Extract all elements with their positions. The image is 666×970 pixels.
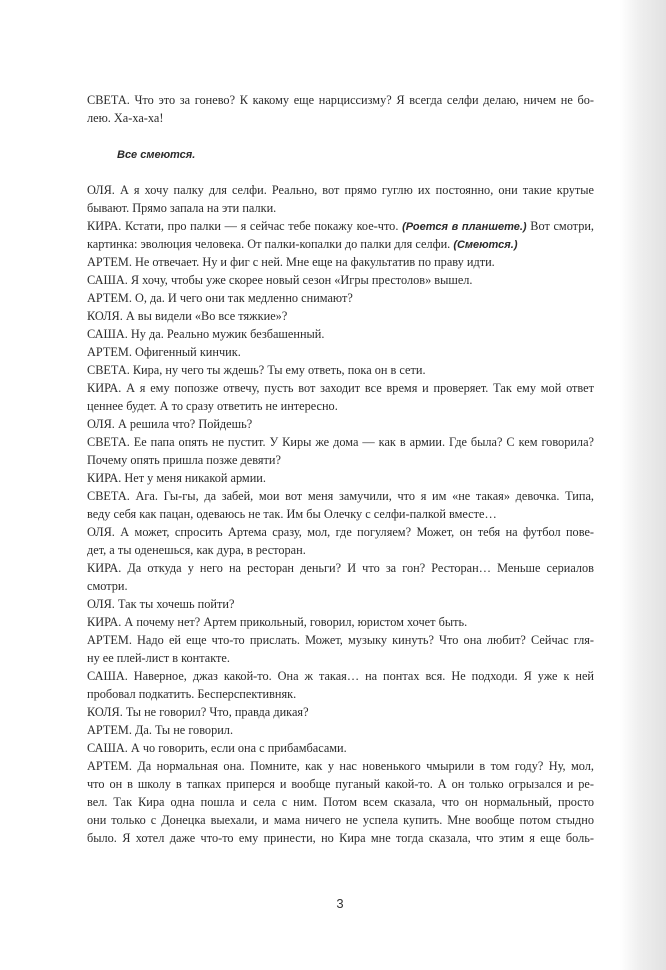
text-line: КИРА. Нет у меня никакой армии. — [87, 471, 266, 485]
text-line: смотри. — [87, 579, 128, 593]
dialogue-segment: Вот смотри, — [530, 219, 595, 233]
text-line: ценнее будет. А то сразу ответить не интересно. — [87, 399, 338, 413]
text-line: КИРА. А почему нет? Артем прикольный, говорил, юристом хочет быть. — [87, 615, 468, 629]
stage-direction: (Роется в планшете.) — [402, 221, 527, 233]
page-edge-shadow — [620, 0, 666, 970]
stage-direction: Все смеются. — [117, 149, 196, 161]
text-line: СВЕТА. Кира, ну чего ты ждешь? Ты ему ответь, пока он в сети. — [87, 363, 426, 377]
text-line: АРТЕМ. Офигенный кинчик. — [87, 345, 241, 359]
text-line: КИРА. А я ему попозже отвечу, пусть вот заходит все время и проверяет. Так ему мой ответ — [87, 381, 594, 395]
text-line: вел. Так Кира одна пошла и села с ним. Потом всем сказала, что он нормальный, просто — [87, 795, 594, 809]
text-line: КОЛЯ. Ты не говорил? Что, правда дикая? — [87, 705, 309, 719]
text-line: АРТЕМ. О, да. И чего они так медленно снимают? — [87, 291, 353, 305]
text-line: КОЛЯ. А вы видели «Во все тяжкие»? — [87, 309, 288, 323]
stage-direction: (Смеются.) — [453, 239, 518, 251]
text-line: лею. Ха-ха-ха! — [87, 111, 164, 125]
text-line: ОЛЯ. А может, спросить Артема сразу, мол, где погуляем? Может, он тебя на футбол пове- — [87, 525, 594, 539]
text-line: дет, а ты оденешься, как дура, в ресторан. — [87, 543, 306, 557]
text-line: АРТЕМ. Надо ей еще что-то прислать. Может, музыку кинуть? Что она любит? Сейчас гля- — [87, 633, 594, 647]
text-line — [87, 217, 594, 235]
text-line: ОЛЯ. А я хочу палку для селфи. Реально, вот прямо гуглю их постоянно, они такие крутые — [87, 183, 594, 197]
text-line: веду себя как пацан, одеваюсь не так. Им бы Олечку с селфи-палкой вместе… — [87, 507, 497, 521]
text-line: САША. Я хочу, чтобы уже скорее новый сезон «Игры престолов» вышел. — [87, 273, 473, 287]
text-line: КИРА. Да откуда у него на ресторан деньги? И что за гон? Ресторан… Меньше сериалов — [87, 561, 594, 575]
text-line: было. Я хотел даже что-то ему принести, но Кира мне тогда сказала, что этим я еще боль- — [87, 831, 594, 845]
text-line: САША. Ну да. Реально мужик безбашенный. — [87, 327, 325, 341]
blank-line — [87, 127, 594, 145]
stage-direction-line — [87, 145, 594, 163]
text-line: ну ее плей-лист в контакте. — [87, 651, 230, 665]
text-line: АРТЕМ. Да нормальная она. Помните, как у нас новенького чмырили в том году? Ну, мол, — [87, 759, 594, 773]
text-line: они только с Донецка выехали, и мама ничего не успела купить. Мне вообще потом стыдно — [87, 813, 594, 827]
dialogue-segment: картинка: эволюция человека. От палки-копалки до палки для селфи. — [87, 237, 451, 251]
text-line: СВЕТА. Что это за гонево? К какому еще нарциссизму? Я всегда селфи делаю, ничем не бо- — [87, 93, 594, 107]
text-line: СВЕТА. Ага. Гы-гы, да забей, мои вот меня замучили, что я им «не такая» девочка. Типа, — [87, 489, 594, 503]
text-line: что он в школу в тапках приперся и вообще пуганый какой-то. А он только огрызался и ре- — [87, 777, 594, 791]
text-line: пробовал подкатить. Бесперспективняк. — [87, 687, 297, 701]
text-line: САША. А чо говорить, если она с прибамбасами. — [87, 741, 347, 755]
text-line: ОЛЯ. А решила что? Пойдешь? — [87, 417, 253, 431]
text-line: ОЛЯ. Так ты хочешь пойти? — [87, 597, 235, 611]
text-line: САША. Наверное, джаз какой-то. Она ж такая… на понтах вся. Не подходи. Я уже к ней — [87, 669, 594, 683]
dialogue-segment: КИРА. Кстати, про палки — я сейчас тебе покажу кое-что. — [87, 219, 399, 233]
play-text — [87, 91, 594, 847]
page-number: 3 — [336, 896, 344, 911]
blank-line — [87, 163, 594, 181]
text-line: СВЕТА. Ее папа опять не пустит. У Киры же дома — как в армии. Где была? С кем говорила? — [87, 435, 594, 449]
text-line: Почему опять пришла позже девяти? — [87, 453, 281, 467]
text-line: бывают. Прямо запала на эти палки. — [87, 201, 277, 215]
text-line — [87, 235, 594, 253]
text-line: АРТЕМ. Не отвечает. Ну и фиг с ней. Мне еще на факультатив по праву идти. — [87, 255, 495, 269]
text-line: АРТЕМ. Да. Ты не говорил. — [87, 723, 234, 737]
